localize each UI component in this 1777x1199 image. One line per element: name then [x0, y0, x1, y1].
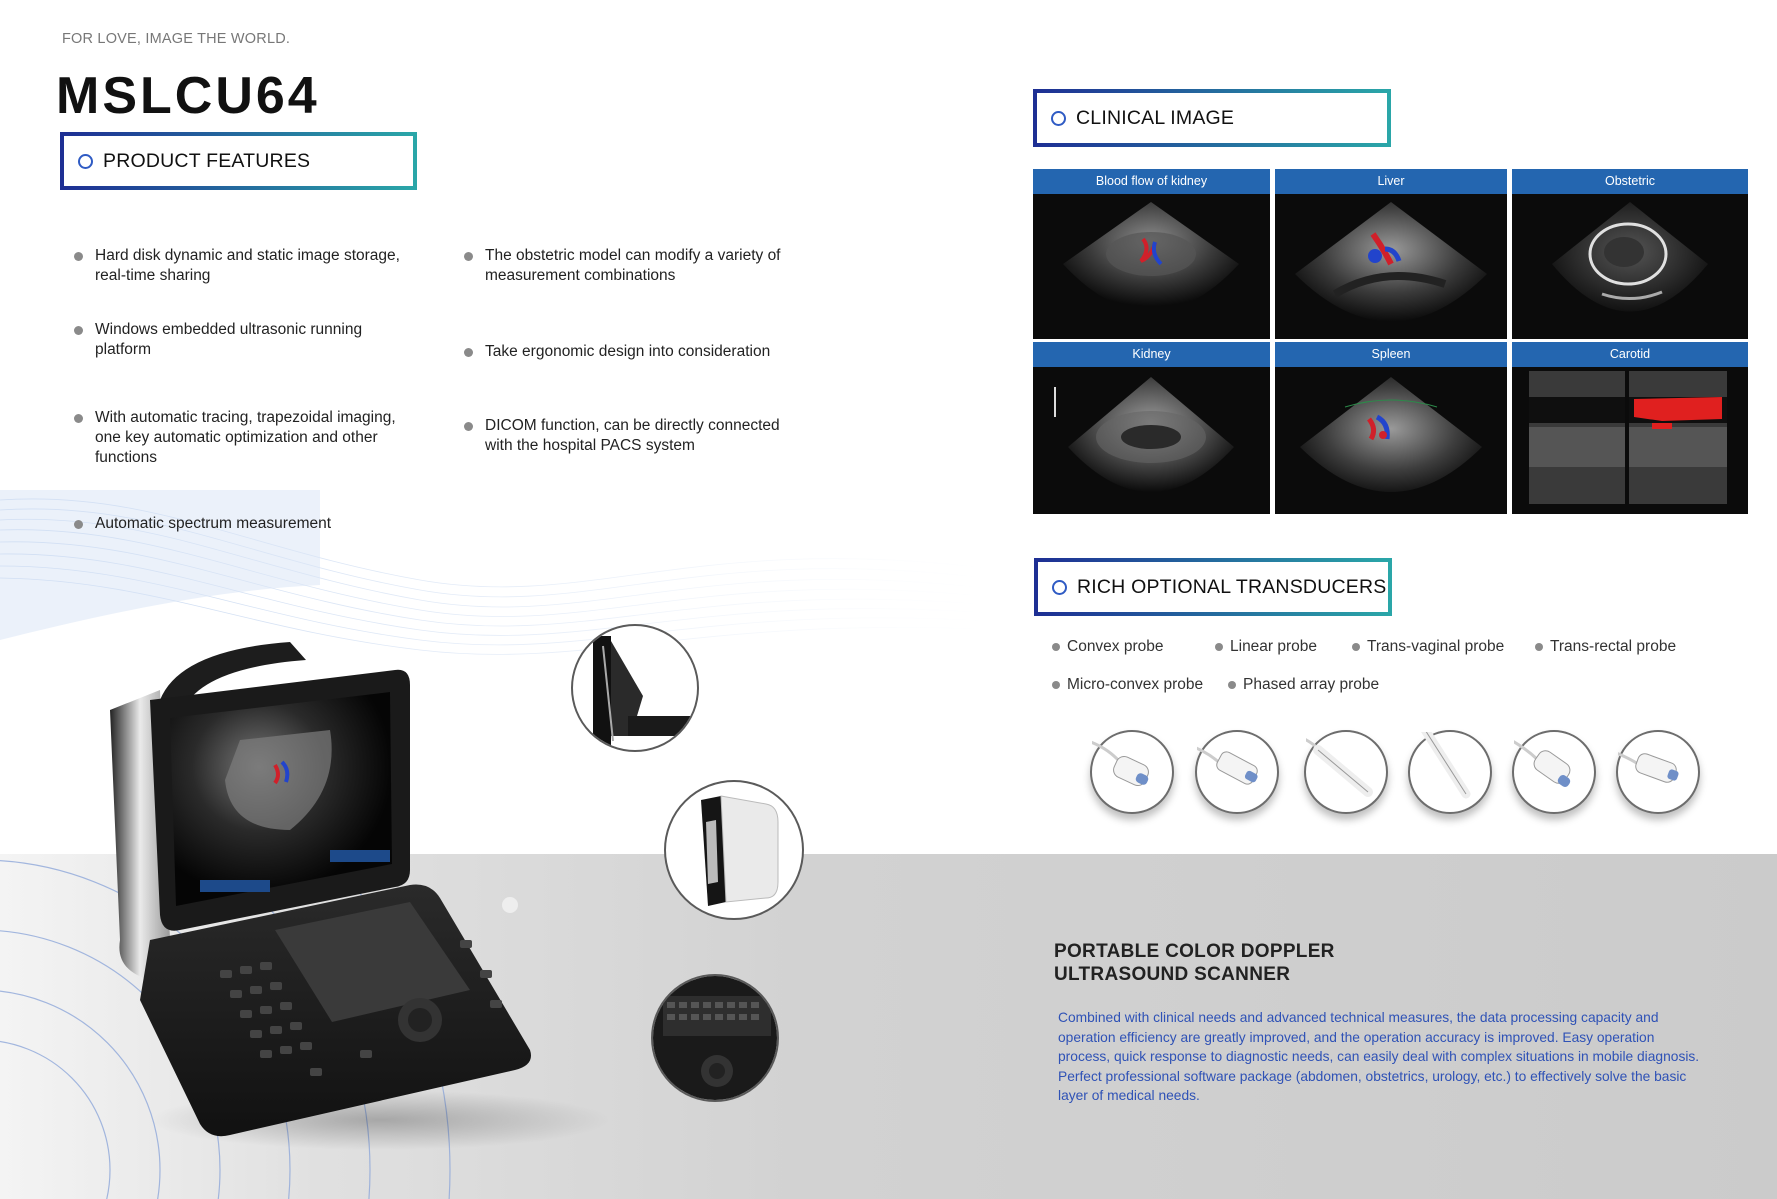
- feature-item: DICOM function, can be directly connected with the hospital PACS system: [464, 416, 804, 456]
- model-name: MSLCU64: [56, 67, 320, 125]
- ultrasound-image: [1512, 194, 1748, 339]
- clinical-image-tile: Obstetric: [1512, 169, 1748, 339]
- trans-vaginal-probe-image: [1304, 730, 1388, 814]
- probe-label: Phased array probe: [1228, 676, 1379, 694]
- bullet-icon: [464, 422, 473, 431]
- circle-icon: [1052, 580, 1067, 595]
- linear-probe-image: [1195, 730, 1279, 814]
- trans-rectal-probe-image: [1408, 730, 1492, 814]
- probe-label: Trans-rectal probe: [1535, 638, 1676, 656]
- ultrasound-image: [1033, 194, 1270, 339]
- phased-array-probe-image: [1616, 730, 1700, 814]
- bullet-icon: [1215, 643, 1223, 651]
- product-title: PORTABLE COLOR DOPPLER ULTRASOUND SCANNER: [1054, 941, 1335, 985]
- bullet-icon: [74, 252, 83, 261]
- probe-label: Trans-vaginal probe: [1352, 638, 1504, 656]
- ultrasound-image: [1512, 367, 1748, 514]
- probe-label: Micro-convex probe: [1052, 676, 1203, 694]
- feature-item: Windows embedded ultrasonic running platform: [74, 320, 404, 360]
- bullet-icon: [1228, 681, 1236, 689]
- product-description: Combined with clinical needs and advanced technical measures, the data processing capacity and operation efficiency are greatly improved, and the operation accuracy is improved. Easy operation process, quick response to diagnostic needs, can easily deal with complex situations in mobile diagnosis. Perfect professional software package (abdomen, obstetrics, urology, etc.) to effectively solve the basic layer of medical needs.: [1058, 1010, 1700, 1103]
- clinical-image-heading: CLINICAL IMAGE: [1033, 89, 1391, 147]
- feature-item: Take ergonomic design into consideration: [464, 342, 804, 362]
- tagline: FOR LOVE, IMAGE THE WORLD.: [62, 31, 291, 47]
- feature-item: Hard disk dynamic and static image storage, real-time sharing: [74, 246, 424, 286]
- ultrasound-image: [1275, 194, 1507, 339]
- convex-probe-image: [1090, 730, 1174, 814]
- ultrasound-image: [1275, 367, 1507, 514]
- clinical-image-grid: [1033, 169, 1748, 514]
- product-features-heading: PRODUCT FEATURES: [60, 132, 417, 190]
- feature-item: The obstetric model can modify a variety of measurement combinations: [464, 246, 784, 286]
- clinical-image-tile: Spleen: [1275, 342, 1507, 514]
- micro-convex-probe-image: [1512, 730, 1596, 814]
- circle-icon: [78, 154, 93, 169]
- bullet-icon: [1052, 643, 1060, 651]
- clinical-image-tile: Liver: [1275, 169, 1507, 339]
- clinical-image-tile: Kidney: [1033, 342, 1270, 514]
- ultrasound-image: [1033, 367, 1270, 514]
- bullet-icon: [1352, 643, 1360, 651]
- clinical-image-tile: Blood flow of kidney: [1033, 169, 1270, 339]
- bullet-icon: [1052, 681, 1060, 689]
- bullet-icon: [1535, 643, 1543, 651]
- bullet-icon: [74, 326, 83, 335]
- bullet-icon: [464, 348, 473, 357]
- device-side-view-inset: [571, 624, 699, 752]
- transducers-heading: RICH OPTIONAL TRANSDUCERS: [1034, 558, 1392, 616]
- bullet-icon: [464, 252, 473, 261]
- probe-gallery: [1060, 722, 1710, 822]
- feature-item: Automatic spectrum measurement: [74, 514, 414, 534]
- probe-label: Linear probe: [1215, 638, 1317, 656]
- clinical-image-tile: Carotid: [1512, 342, 1748, 514]
- circle-icon: [1051, 111, 1066, 126]
- ultrasound-device-image: [110, 640, 610, 1150]
- bullet-icon: [74, 520, 83, 529]
- feature-item: With automatic tracing, trapezoidal imaging, one key automatic optimization and other functions: [74, 408, 414, 468]
- device-closed-view-inset: [664, 780, 804, 920]
- device-keyboard-view-inset: [651, 974, 779, 1102]
- bullet-icon: [74, 414, 83, 423]
- probe-label: Convex probe: [1052, 638, 1164, 656]
